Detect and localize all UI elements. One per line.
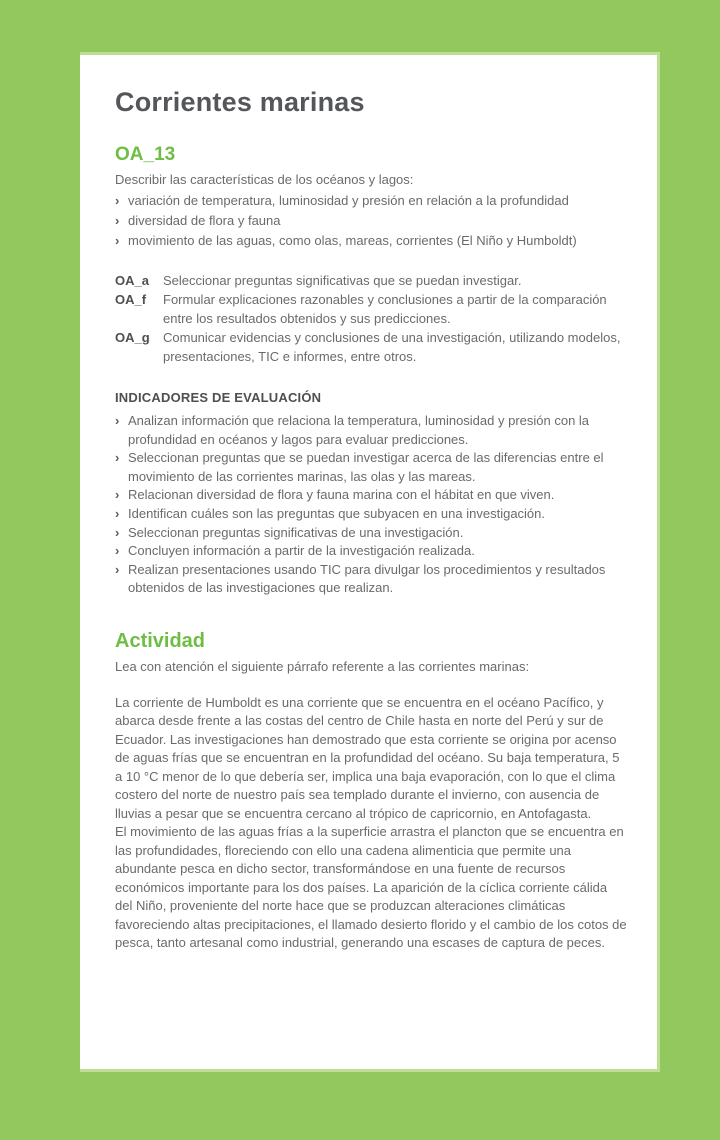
indicator-item — [115, 412, 627, 449]
objectives-section — [115, 271, 627, 366]
chevron-bullet-icon: › — [115, 561, 120, 577]
content-card — [80, 52, 660, 1072]
objective-row — [115, 328, 627, 366]
indicator-item — [115, 449, 627, 486]
oa13-heading: OA_13 — [115, 144, 176, 165]
indicator-text: Seleccionan preguntas que se puedan investigar acerca de las diferencias entre el movimiento de las corrientes marinas, las olas y las mareas. — [128, 450, 604, 484]
indicator-item — [115, 561, 627, 598]
chevron-bullet-icon: › — [115, 193, 120, 208]
indicator-text: Relacionan diversidad de flora y fauna marina con el hábitat en que viven. — [128, 487, 555, 503]
objective-code: OA_g — [115, 330, 150, 345]
activity-heading: Actividad — [115, 629, 206, 652]
activity-intro: Lea con atención el siguiente párrafo referente a las corrientes marinas: — [115, 658, 530, 674]
chevron-bullet-icon: › — [115, 450, 120, 466]
indicator-item — [115, 486, 627, 505]
objective-code: OA_f — [115, 292, 147, 307]
activity-paragraph: El movimiento de las aguas frías a la superficie arrastra el plancton que se encuentra en las profundidades, floreciendo con ello una cadena alimenticia que permite una abundante pesca en dicho sector, transformándose en una fuente de recursos económicos importante para los dos países. La aparición de la cíclica corriente cálida del Niño, proveniente del norte hace que se produzcan alteraciones climáticas favoreciendo altas precipitaciones, el llamado desierto florido y el cambio de los cotos de pesca, tanto artesanal como industrial, generando una escases de captura de peces. — [115, 824, 627, 951]
objective-row — [115, 271, 627, 290]
oa13-bullet-item — [115, 191, 627, 211]
chevron-bullet-icon: › — [115, 505, 120, 521]
indicators-list — [115, 412, 627, 598]
indicator-text: Identifican cuáles son las preguntas que subyacen en una investigación. — [128, 505, 546, 521]
chevron-bullet-icon: › — [115, 543, 120, 559]
indicators-heading: INDICADORES DE EVALUACIÓN — [115, 390, 322, 405]
indicator-text: Concluyen información a partir de la investigación realizada. — [128, 543, 475, 559]
oa13-intro: Describir las características de los océanos y lagos: — [115, 172, 414, 187]
objective-text: Seleccionar preguntas significativas que se puedan investigar. — [163, 273, 522, 288]
indicator-text: Analizan información que relaciona la temperatura, luminosidad y presión con la profundidad en océanos y lagos para evaluar predicciones. — [128, 413, 590, 447]
page-title: Corrientes marinas — [115, 87, 365, 117]
chevron-bullet-icon: › — [115, 524, 120, 540]
indicator-text: Seleccionan preguntas significativas de una investigación. — [128, 524, 464, 540]
chevron-bullet-icon: › — [115, 213, 120, 228]
oa13-bullet-text: variación de temperatura, luminosidad y presión en relación a la profundidad — [128, 193, 569, 208]
chevron-bullet-icon: › — [115, 487, 120, 503]
objective-text: Formular explicaciones razonables y conclusiones a partir de la comparación entre los resultados obtenidos y sus predicciones. — [163, 292, 607, 326]
indicator-item — [115, 505, 627, 524]
oa13-bullet-item — [115, 211, 627, 231]
oa13-section — [115, 145, 627, 251]
objective-row — [115, 290, 627, 328]
oa13-bullet-item — [115, 231, 627, 251]
indicator-text: Realizan presentaciones usando TIC para divulgar los procedimientos y resultados obtenidos de las investigaciones que realizan. — [128, 561, 606, 596]
oa13-bullet-text: diversidad de flora y fauna — [128, 213, 281, 228]
activity-section — [115, 630, 627, 953]
indicator-item — [115, 542, 627, 561]
chevron-bullet-icon: › — [115, 413, 120, 428]
indicator-item — [115, 524, 627, 543]
objective-code: OA_a — [115, 273, 149, 288]
activity-paragraph: La corriente de Humboldt es una corriente que se encuentra en el océano Pacífico, y abarca desde frente a las costas del centro de Chile hasta en norte del Perú y sur de Ecuador. Las investigaciones han demostrado que esta corriente se origina por acenso de aguas frías que se encuentran en la profundidad del océano. Su baja temperatura, 5 a 10 °C menor de lo que debería ser, implica una baja evaporación, con lo que el clima costero del norte de nuestro país sea templado durante el invierno, con ausencia de lluvias a pesar que se encuentra cercano al trópico de capricornio, en Antofagasta. — [115, 694, 620, 821]
objective-text: Comunicar evidencias y conclusiones de una investigación, utilizando modelos, presentaciones, TIC e informes, entre otros. — [163, 330, 621, 364]
oa13-bullet-list — [115, 191, 627, 251]
indicators-section — [115, 390, 627, 598]
chevron-bullet-icon: › — [115, 233, 120, 248]
oa13-bullet-text: movimiento de las aguas, como olas, mareas, corrientes (El Niño y Humboldt) — [128, 233, 577, 248]
